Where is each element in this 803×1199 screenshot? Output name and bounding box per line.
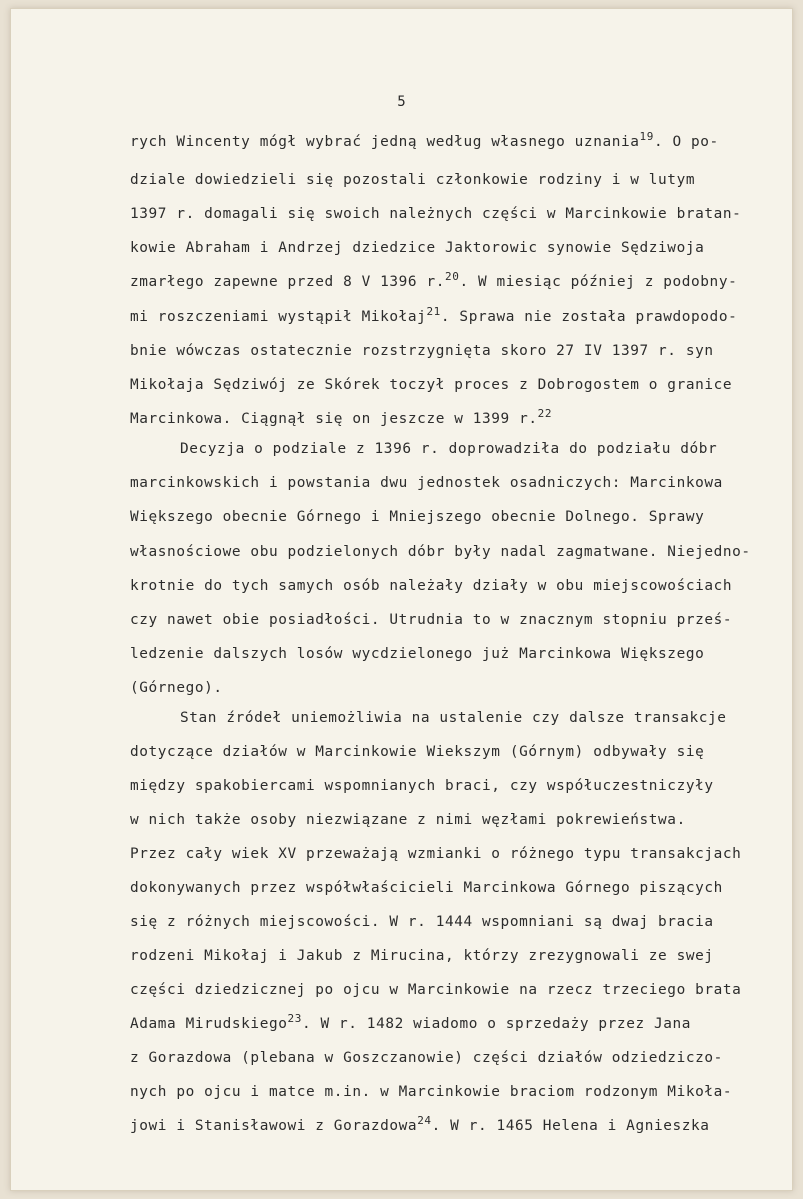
text-line — [130, 130, 719, 151]
line-text: własnościowe obu podzielonych dóbr były nadal zagmatwane. Niejedno- — [130, 544, 751, 560]
line-text: mi roszczeniami wystąpił Mikołaj — [130, 309, 427, 325]
line-text-continued: . W miesiąc później z podobny- — [459, 274, 738, 290]
text-line — [130, 474, 723, 492]
line-text-continued: . O po- — [653, 134, 719, 150]
text-line — [130, 1114, 710, 1135]
text-line — [130, 645, 704, 663]
line-text-continued: . Sprawa nie została prawdopodo- — [440, 309, 738, 325]
text-line — [130, 305, 738, 326]
footnote-ref: 21 — [426, 305, 441, 318]
line-text: się z różnych miejscowości. W r. 1444 wspomniani są dwaj bracia — [130, 914, 714, 930]
text-line — [130, 981, 741, 999]
line-text: między spakobiercami wspomnianych braci, czy współuczestniczyły — [130, 778, 714, 794]
text-line — [130, 376, 732, 394]
line-text: Adama Mirudskiego — [130, 1016, 288, 1032]
line-text-continued: . W r. 1482 wiadomo o sprzedaży przez Jana — [301, 1016, 692, 1032]
text-line — [130, 845, 741, 863]
text-line — [130, 679, 223, 697]
text-line — [130, 407, 553, 428]
text-line — [180, 709, 727, 727]
text-line — [130, 879, 723, 897]
line-text: rodzeni Mikołaj i Jakub z Mirucina, którzy zrezygnowali ze swej — [130, 948, 714, 964]
text-line — [130, 205, 741, 223]
line-text: krotnie do tych samych osób należały działy w obu miejscowościach — [130, 578, 733, 594]
line-text: Decyzja o podziale z 1396 r. doprowadziła do podziału dóbr — [180, 441, 718, 457]
line-text-continued: . W r. 1465 Helena i Agnieszka — [431, 1118, 710, 1134]
footnote-ref: 22 — [537, 407, 553, 420]
text-line — [130, 611, 732, 629]
text-line — [130, 913, 714, 931]
page-number: 5 — [397, 94, 406, 110]
line-text: Stan źródeł uniemożliwia na ustalenie czy dalsze transakcje — [180, 710, 727, 726]
footnote-ref: 19 — [639, 130, 654, 143]
line-text: Marcinkowa. Ciągnął się on jeszcze w 1399 r. — [130, 411, 538, 427]
body-text — [10, 8, 793, 1191]
text-line — [130, 171, 695, 189]
line-text: części dziedzicznej po ojcu w Marcinkowie na rzecz trzeciego brata — [130, 982, 742, 998]
line-text: kowie Abraham i Andrzej dziedzice Jaktorowic synowie Sędziwoja — [130, 240, 705, 256]
text-line — [130, 342, 714, 360]
footnote-ref: 20 — [444, 270, 460, 283]
text-line — [130, 947, 714, 965]
line-text: dokonywanych przez współwłaścicieli Marcinkowa Górnego piszących — [130, 880, 723, 896]
text-line — [130, 239, 704, 257]
text-line — [130, 270, 738, 291]
text-line — [180, 440, 717, 458]
text-line — [130, 777, 714, 795]
text-line — [130, 1083, 732, 1101]
text-line — [130, 811, 686, 829]
footnote-ref: 23 — [287, 1012, 302, 1025]
line-text: Przez cały wiek XV przeważają wzmianki o różnego typu transakcjach — [130, 846, 742, 862]
line-text: 1397 r. domagali się swoich należnych części w Marcinkowie bratan- — [130, 206, 742, 222]
text-line — [130, 1012, 692, 1033]
line-text: Mikołaja Sędziwój ze Skórek toczył proces z Dobrogostem o granice — [130, 377, 733, 393]
line-text: jowi i Stanisławowi z Gorazdowa — [130, 1118, 418, 1134]
text-line — [130, 508, 704, 526]
footnote-ref: 24 — [417, 1114, 432, 1127]
line-text: dziale dowiedzieli się pozostali członkowie rodziny i w lutym — [130, 172, 696, 188]
line-text: w nich także osoby niezwiązane z nimi węzłami pokrewieństwa. — [130, 812, 686, 828]
text-line — [130, 543, 751, 561]
line-text: rych Wincenty mógł wybrać jedną według własnego uznania — [130, 134, 640, 150]
text-line — [130, 1049, 723, 1067]
line-text: dotyczące działów w Marcinkowie Wiekszym (Górnym) odbywały się — [130, 744, 705, 760]
line-text: nych po ojcu i matce m.in. w Marcinkowie braciom rodzonym Mikoła- — [130, 1084, 733, 1100]
line-text: Większego obecnie Górnego i Mniejszego obecnie Dolnego. Sprawy — [130, 509, 705, 525]
line-text: ledzenie dalszych losów wycdzielonego już Marcinkowa Większego — [130, 646, 705, 662]
text-line — [130, 577, 732, 595]
line-text: czy nawet obie posiadłości. Utrudnia to w znacznym stopniu prześ- — [130, 612, 733, 628]
line-text: z Gorazdowa (plebana w Goszczanowie) części działów odziedziczo- — [130, 1050, 723, 1066]
line-text: marcinkowskich i powstania dwu jednostek osadniczych: Marcinkowa — [130, 475, 723, 491]
line-text: bnie wówczas ostatecznie rozstrzygnięta skoro 27 IV 1397 r. syn — [130, 343, 714, 359]
line-text: (Górnego). — [130, 680, 223, 696]
typescript-page — [10, 8, 793, 1191]
text-line — [130, 743, 704, 761]
line-text: zmarłego zapewne przed 8 V 1396 r. — [130, 274, 445, 290]
